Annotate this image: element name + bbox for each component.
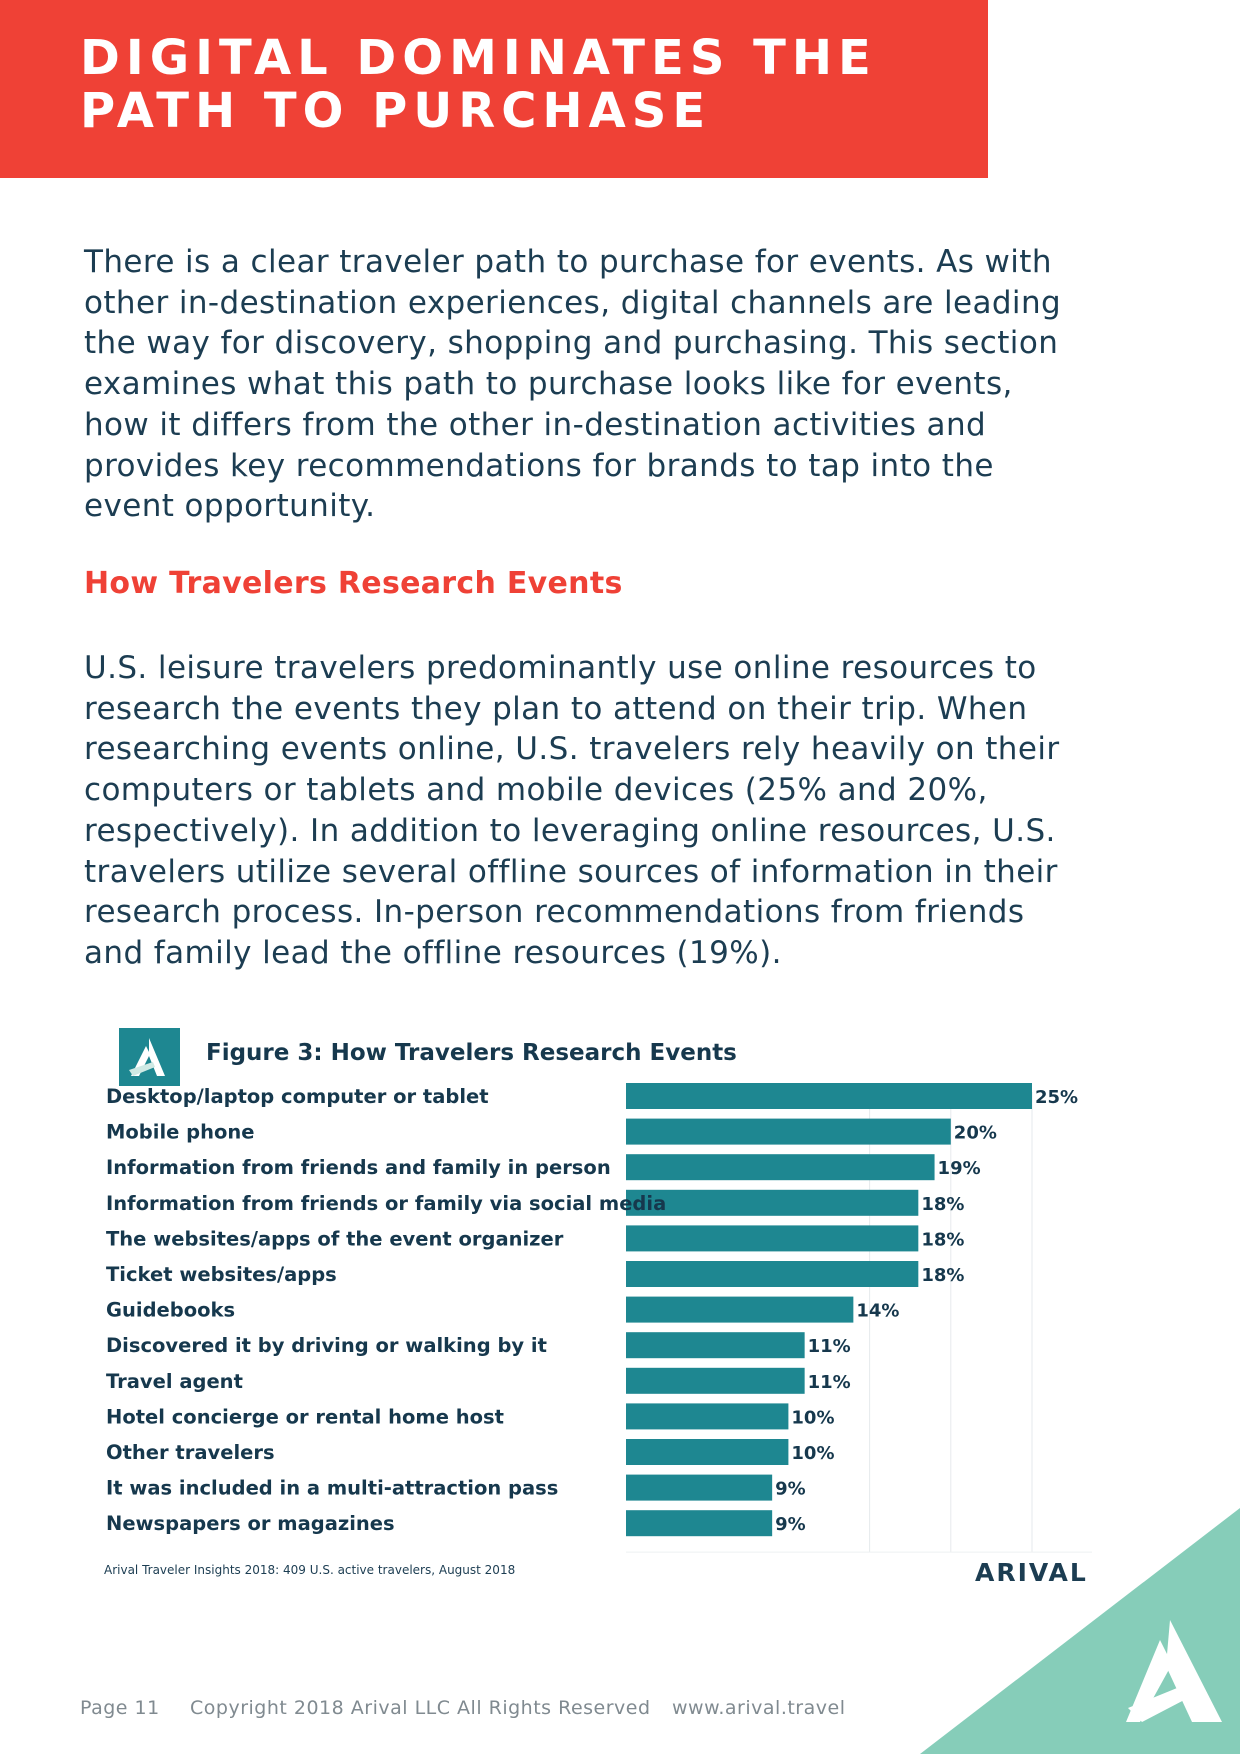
chart-value-label: 25% [1035,1087,1079,1108]
footer-copyright: Copyright 2018 Arival LLC All Rights Reserved [190,1697,651,1719]
chart-category-label: Ticket websites/apps [106,1263,337,1286]
chart-bar [626,1403,788,1429]
chart-category-label: Guidebooks [106,1298,236,1322]
research-line: and family lead the offline resources (19%). [84,934,782,971]
research-line: research process. In-person recommendations from friends [84,894,1025,931]
intro-line: provides key recommendations for brands to tap into the [84,447,994,484]
figure-source-note: Arival Traveler Insights 2018: 409 U.S. active travelers, August 2018 [104,1563,516,1577]
chart-category-label: Information from friends and family in person [106,1156,611,1180]
chart-category-label: Newspapers or magazines [106,1512,395,1536]
page-title-line-2: PATH TO PURCHASE [80,83,712,139]
intro-line: event opportunity. [84,488,376,525]
chart-bar [626,1083,1032,1109]
chart-category-label: Travel agent [106,1369,243,1393]
intro-line: how it differs from the other in-destination activities and [84,406,987,443]
chart-category-label: The websites/apps of the event organizer [106,1227,564,1251]
chart-bar [626,1510,772,1536]
intro-line: the way for discovery, shopping and purchasing. This section [84,325,1059,362]
chart-category-label: Discovered it by driving or walking by it [106,1334,547,1358]
chart-value-label: 20% [953,1122,997,1144]
chart-category-label: Desktop/laptop computer or tablet [106,1085,489,1108]
chart-bar [626,1154,935,1180]
arival-wordmark: ARIVAL [975,1558,1088,1587]
chart-bar [626,1119,951,1145]
chart-category-label: Mobile phone [106,1120,255,1144]
chart-category-label: Information from friends or family via social media [106,1191,667,1215]
footer-page-number: Page 11 [80,1697,160,1719]
chart-value-label: 11% [807,1336,851,1358]
chart-bar [626,1190,918,1216]
chart-value-label: 19% [937,1158,981,1180]
intro-line: There is a clear traveler path to purchase for events. As with [84,244,1052,280]
chart-category-label: Other travelers [106,1441,275,1464]
footer-website-link[interactable]: www.arival.travel [672,1697,846,1719]
chart-category-label: It was included in a multi-attraction pass [106,1476,559,1500]
chart-bar [626,1261,918,1287]
chart-value-label: 10% [791,1443,835,1464]
research-line: travelers utilize several offline sources of information in their [84,853,1058,890]
chart-bars [626,1083,1032,1536]
corner-decoration [920,1508,1240,1754]
chart-value-label: 18% [921,1265,965,1286]
chart-bar [626,1475,772,1501]
intro-line: other in-destination experiences, digital channels are leading [84,284,1062,321]
chart-value-label: 11% [807,1371,851,1393]
research-line: researching events online, U.S. travelers rely heavily on their [84,731,1060,768]
page-title-line-1: DIGITAL DOMINATES THE [80,30,877,86]
research-line: computers or tablets and mobile devices (25% and 20%, [84,772,988,809]
research-line: respectively). In addition to leveraging online resources, U.S. [84,812,1056,849]
chart-bar [626,1439,788,1465]
intro-line: examines what this path to purchase looks like for events, [84,366,1013,403]
chart-category-label: Hotel concierge or rental home host [106,1405,504,1429]
chart-bar [626,1368,805,1394]
chart-value-label: 9% [775,1514,806,1536]
chart-category-labels [106,1085,666,1535]
chart-value-label: 18% [921,1193,965,1215]
figure-title: Figure 3: How Travelers Research Events [206,1040,737,1066]
chart-value-label: 14% [856,1300,900,1322]
chart-value-label: 10% [791,1407,835,1429]
chart-bar [626,1332,805,1358]
section-heading: How Travelers Research Events [84,566,623,601]
research-line: U.S. leisure travelers predominantly use online resources to [84,650,1037,686]
research-line: research the events they plan to attend on their trip. When [84,690,1028,727]
chart-bar [626,1225,918,1251]
chart-bar [626,1297,853,1323]
chart-value-label: 9% [775,1478,806,1500]
chart-value-label: 18% [921,1229,965,1251]
